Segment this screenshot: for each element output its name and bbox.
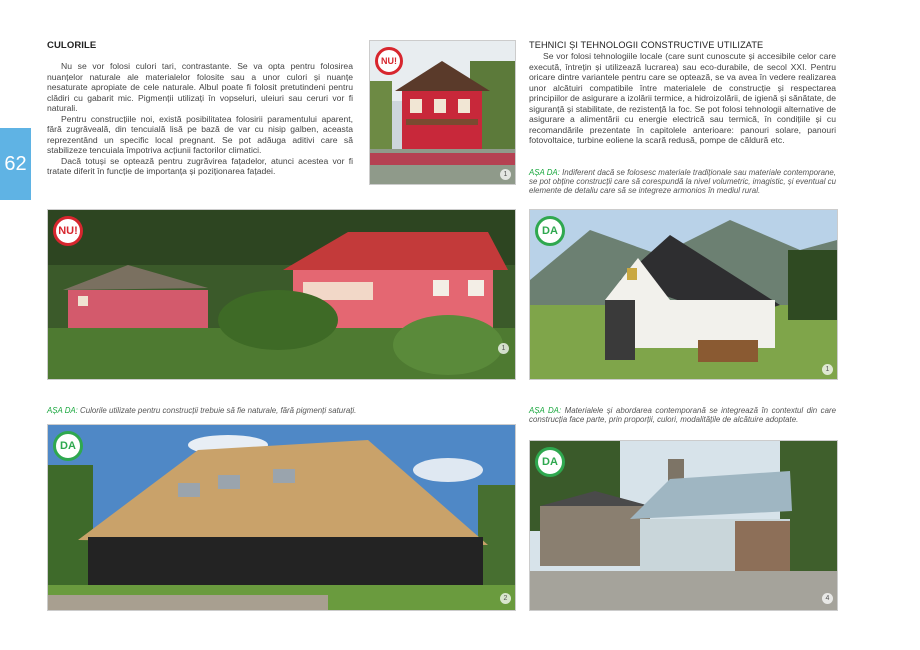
photo-white-cottage <box>529 209 838 380</box>
techniques-text-block <box>529 51 836 146</box>
photo-number: 1 <box>822 364 833 375</box>
photo-number: 1 <box>498 343 509 354</box>
photo-red-house <box>369 40 516 185</box>
caption-prefix: AȘA DA: <box>47 406 78 415</box>
techniques-caption <box>529 168 836 196</box>
techniques-paragraph: Se vor folosi tehnologiile locale (care sunt cunoscute și accesibile celor care execută, întrețin și utilizează lucrarea) sau eco-durabile, de secol XXI. Pentru oricare dintre variantele pentru care se optează, se va avea în vedere realizarea unor alcătuiri compatibile între materialele de construcție și respectarea principiilor de asigurare a izolării termice, a hidroizolării, de igienă și sănătate, de siguranță și stabilitate, de rezistență la foc. Se pot folosi tehnologii alternative de asigurare a alimentării cu energie electrică sau termică, în condițiile și cu recomandările prezentate în capitolele anterioare: panouri solare, panouri fotovoltaice, turbine eoliene la scară redusă, pompe de căldură etc. <box>529 51 836 145</box>
caption-text: Culorile utilizate pentru construcții trebuie să fie naturale, fără pigmenți saturați. <box>77 406 357 415</box>
page-number-tab: 62 <box>0 128 31 200</box>
yes-badge: DA <box>535 216 565 246</box>
section-heading-techniques: TEHNICI ȘI TEHNOLOGII CONSTRUCTIVE UTILIZATE <box>529 40 764 50</box>
colors-paragraph-1: Nu se vor folosi culori tari, contrastante. Se va opta pentru folosirea nuanțelor naturale ale materialelor folosite sau a unor culori și nuanțe nesaturate apropiate de cele naturale. Albul poate fi folosit pretutindeni pentru clădiri cu gabarit mic. Pigmenții utilizați în vopseluri, uleiuri sau ceruri vor fi naturali. <box>47 61 353 113</box>
photo-thatched-barn <box>47 424 516 611</box>
yes-badge: DA <box>53 431 83 461</box>
colors-text-block <box>47 61 353 177</box>
yes-badge: DA <box>535 447 565 477</box>
colors-paragraph-2: Pentru construcțiile noi, există posibilitatea folosirii paramentului aparent, fără zugrăveală, din tencuială lisă pe bază de var cu nisip galben, aceasta reprezentând un specific local pregnant. Se pot adăuga aditivi care să stabilizeze tencuiala împotriva acțiunii factorilor climatici. <box>47 113 353 155</box>
section-heading-colors: CULORILE <box>47 40 97 51</box>
materials-caption <box>529 406 836 424</box>
photo-number: 1 <box>500 169 511 180</box>
colors-paragraph-3: Dacă totuși se optează pentru zugrăvirea fațadelor, atunci acestea vor fi tratate diferit în funcție de importanța și poziționarea fațadei. <box>47 155 353 176</box>
no-badge: NU! <box>375 47 403 75</box>
photo-stone-glass-house <box>529 440 838 611</box>
caption-text: Indiferent dacă se folosesc materiale tradiționale sau materiale contemporane, se pot obține construcții care să corespundă la nivel volumetric, imagistic, și eventual cu elemente de detaliu care să se integreze armonios în mediul rural. <box>529 168 837 196</box>
photo-pink-houses <box>47 209 516 380</box>
colors-caption <box>47 406 514 415</box>
caption-prefix: AȘA DA: <box>529 168 560 177</box>
photo-number: 4 <box>822 593 833 604</box>
no-badge: NU! <box>53 216 83 246</box>
caption-prefix: AȘA DA: <box>529 406 562 415</box>
photo-number: 2 <box>500 593 511 604</box>
caption-text: Materialele și abordarea contemporană se integrează în contextul din care construcția face parte, prin proporții, culori, modalitățile de alcătuire adoptate. <box>529 406 837 425</box>
